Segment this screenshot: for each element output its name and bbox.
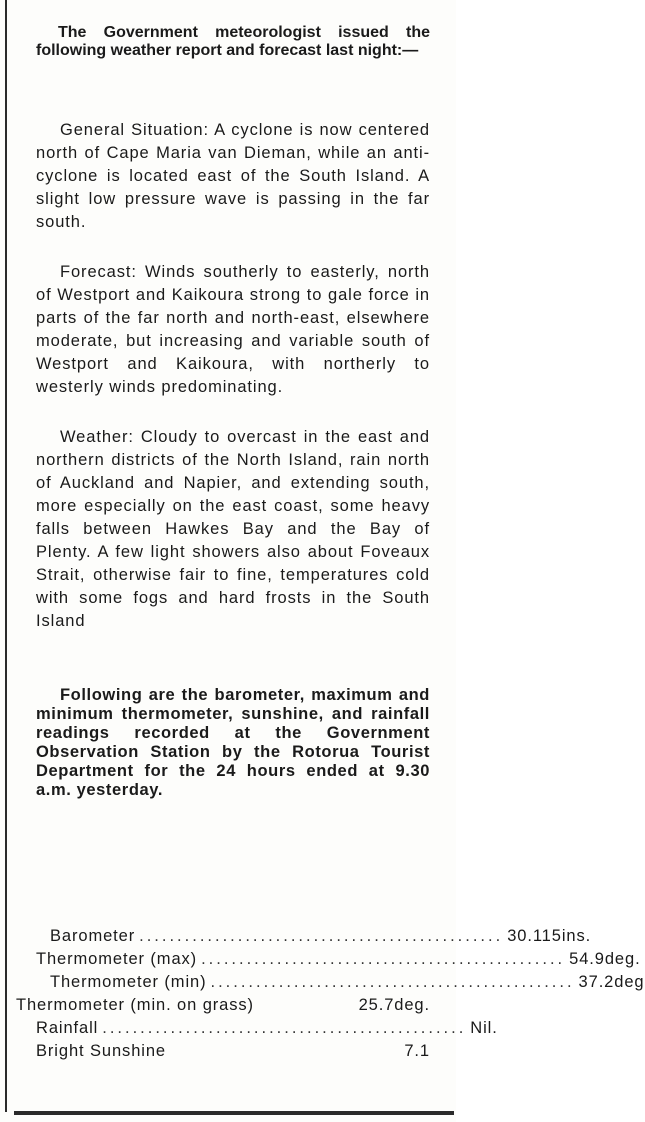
- reading-row-thermometer-grass: [16, 994, 430, 1017]
- reading-label: Barometer: [50, 927, 136, 945]
- leader-dots: ................................................: [210, 973, 575, 991]
- reading-value: 7.1: [404, 1042, 430, 1060]
- article-column: [36, 24, 430, 817]
- reading-row-bright-sunshine: [16, 1040, 430, 1063]
- reading-row-rainfall: [16, 1017, 498, 1040]
- leader-dots: [254, 994, 359, 1017]
- leader-dots: ................................................: [139, 927, 504, 945]
- reading-row-thermometer-max: [16, 948, 641, 971]
- reading-value: 37.2deg: [578, 973, 645, 991]
- column-rule-bottom: [14, 1111, 454, 1115]
- reading-row-barometer: [16, 925, 592, 948]
- reading-label: Thermometer (min. on grass): [16, 996, 254, 1014]
- reading-label: Thermometer (min): [50, 973, 207, 991]
- leader-dots: ................................................: [201, 950, 566, 968]
- leader-space: [166, 1040, 404, 1063]
- reading-value: 54.9deg.: [569, 950, 641, 968]
- readings-table: [16, 925, 645, 1063]
- reading-label: Rainfall: [36, 1019, 99, 1037]
- reading-value: Nil.: [470, 1019, 498, 1037]
- reading-row-thermometer-min: [16, 971, 645, 994]
- reading-value: 30.115ins.: [507, 927, 592, 945]
- article-intro: The Government meteorologist issued the following weather report and forecast last night:—: [36, 24, 430, 59]
- leader-dots: ................................................: [102, 1019, 467, 1037]
- reading-label: Thermometer (max): [36, 950, 198, 968]
- column-rule-left: [5, 0, 7, 1112]
- reading-label: Bright Sunshine: [36, 1042, 166, 1060]
- forecast-paragraph: Forecast: Winds southerly to easterly, north of Westport and Kaikoura strong to gale force in parts of the far north and north-east, elsewhere moderate, but increasing and variable south of Westport and Kaikoura, with northerly to westerly winds predominating.: [36, 263, 430, 396]
- general-situation-paragraph: General Situation: A cyclone is now centered north of Cape Maria van Dieman, while an anti-cyclone is located east of the South Island. A slight low pressure wave is passing in the far south.: [36, 121, 430, 231]
- weather-paragraph: Weather: Cloudy to overcast in the east and northern districts of the North Island, rain north of Auckland and Napier, and extending south, more especially on the east coast, some heavy falls between Hawkes Bay and the Bay of Plenty. A few light showers also about Foveaux Strait, otherwise fair to fine, temperatures cold with some fogs and hard frosts in the South Island: [36, 428, 430, 630]
- reading-value: 25.7deg.: [358, 996, 430, 1014]
- readings-intro-paragraph: Following are the barometer, maximum and minimum thermometer, sunshine, and rainfall readings recorded at the Government Observation Station by the Rotorua Tourist Department for the 24 hours ended at 9.30 a.m. yesterday.: [36, 686, 430, 799]
